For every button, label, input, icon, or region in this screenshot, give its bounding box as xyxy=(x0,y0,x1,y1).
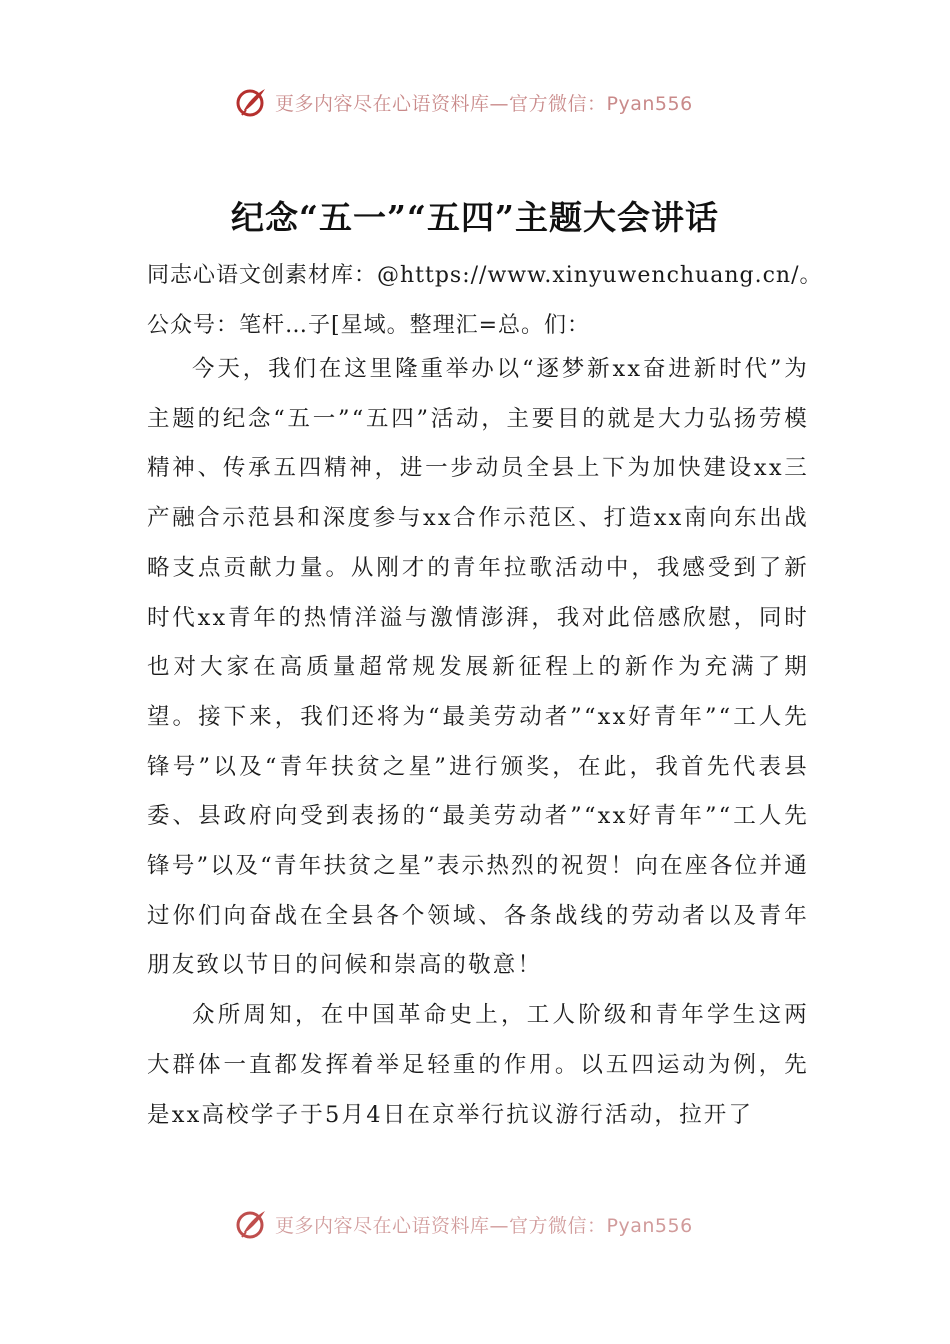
header-banner-text: 更多内容尽在心语资料库—官方微信：Pyan556 xyxy=(275,92,693,115)
paragraph: 众所周知，在中国革命史上，工人阶级和青年学生这两大群体一直都发挥着举足轻重的作用。以五四运动为例，先是xx高校学子于5月4日在京举行抗议游行活动，拉开了 xyxy=(147,1002,809,1128)
header-watermark xyxy=(235,82,693,122)
footer-watermark xyxy=(235,1204,693,1244)
quill-logo-icon xyxy=(235,86,267,118)
source-line-account: 公众号：笔杆…子[星域。整理汇=总。们： xyxy=(147,313,591,338)
document-body xyxy=(147,345,809,1140)
document-title: 纪念“五一”“五四”主题大会讲话 xyxy=(231,198,719,237)
paragraph: 今天，我们在这里隆重举办以“逐梦新xx奋进新时代”为主题的纪念“五一”“五四”活动，主要目的就是大力弘扬劳模精神、传承五四精神，进一步动员全县上下为加快建设xx三产融合示范县和深度参与xx合作示范区、打造xx南向东出战略支点贡献力量。从刚才的青年拉歌活动中，我感受到了新时代xx青年的热情洋溢与激情澎湃，我对此倍感欣慰，同时也对大家在高质量超常规发展新征程上的新作为充满了期望。接下来，我们还将为“最美劳动者”“xx好青年”“工人先锋号”以及“青年扶贫之星”进行颁奖，在此，我首先代表县委、县政府向受到表扬的“最美劳动者”“xx好青年”“工人先锋号”以及“青年扶贫之星”表示热烈的祝贺！向在座各位并通过你们向奋战在全县各个领域、各条战线的劳动者以及青年朋友致以节日的问候和崇高的敬意！ xyxy=(147,356,809,979)
quill-logo-icon xyxy=(235,1208,267,1240)
source-info xyxy=(147,251,827,351)
footer-banner-text: 更多内容尽在心语资料库—官方微信：Pyan556 xyxy=(275,1214,693,1237)
source-line-website: 同志心语文创素材库：@https://www.xinyuwenchuang.cn/。 xyxy=(147,263,823,288)
